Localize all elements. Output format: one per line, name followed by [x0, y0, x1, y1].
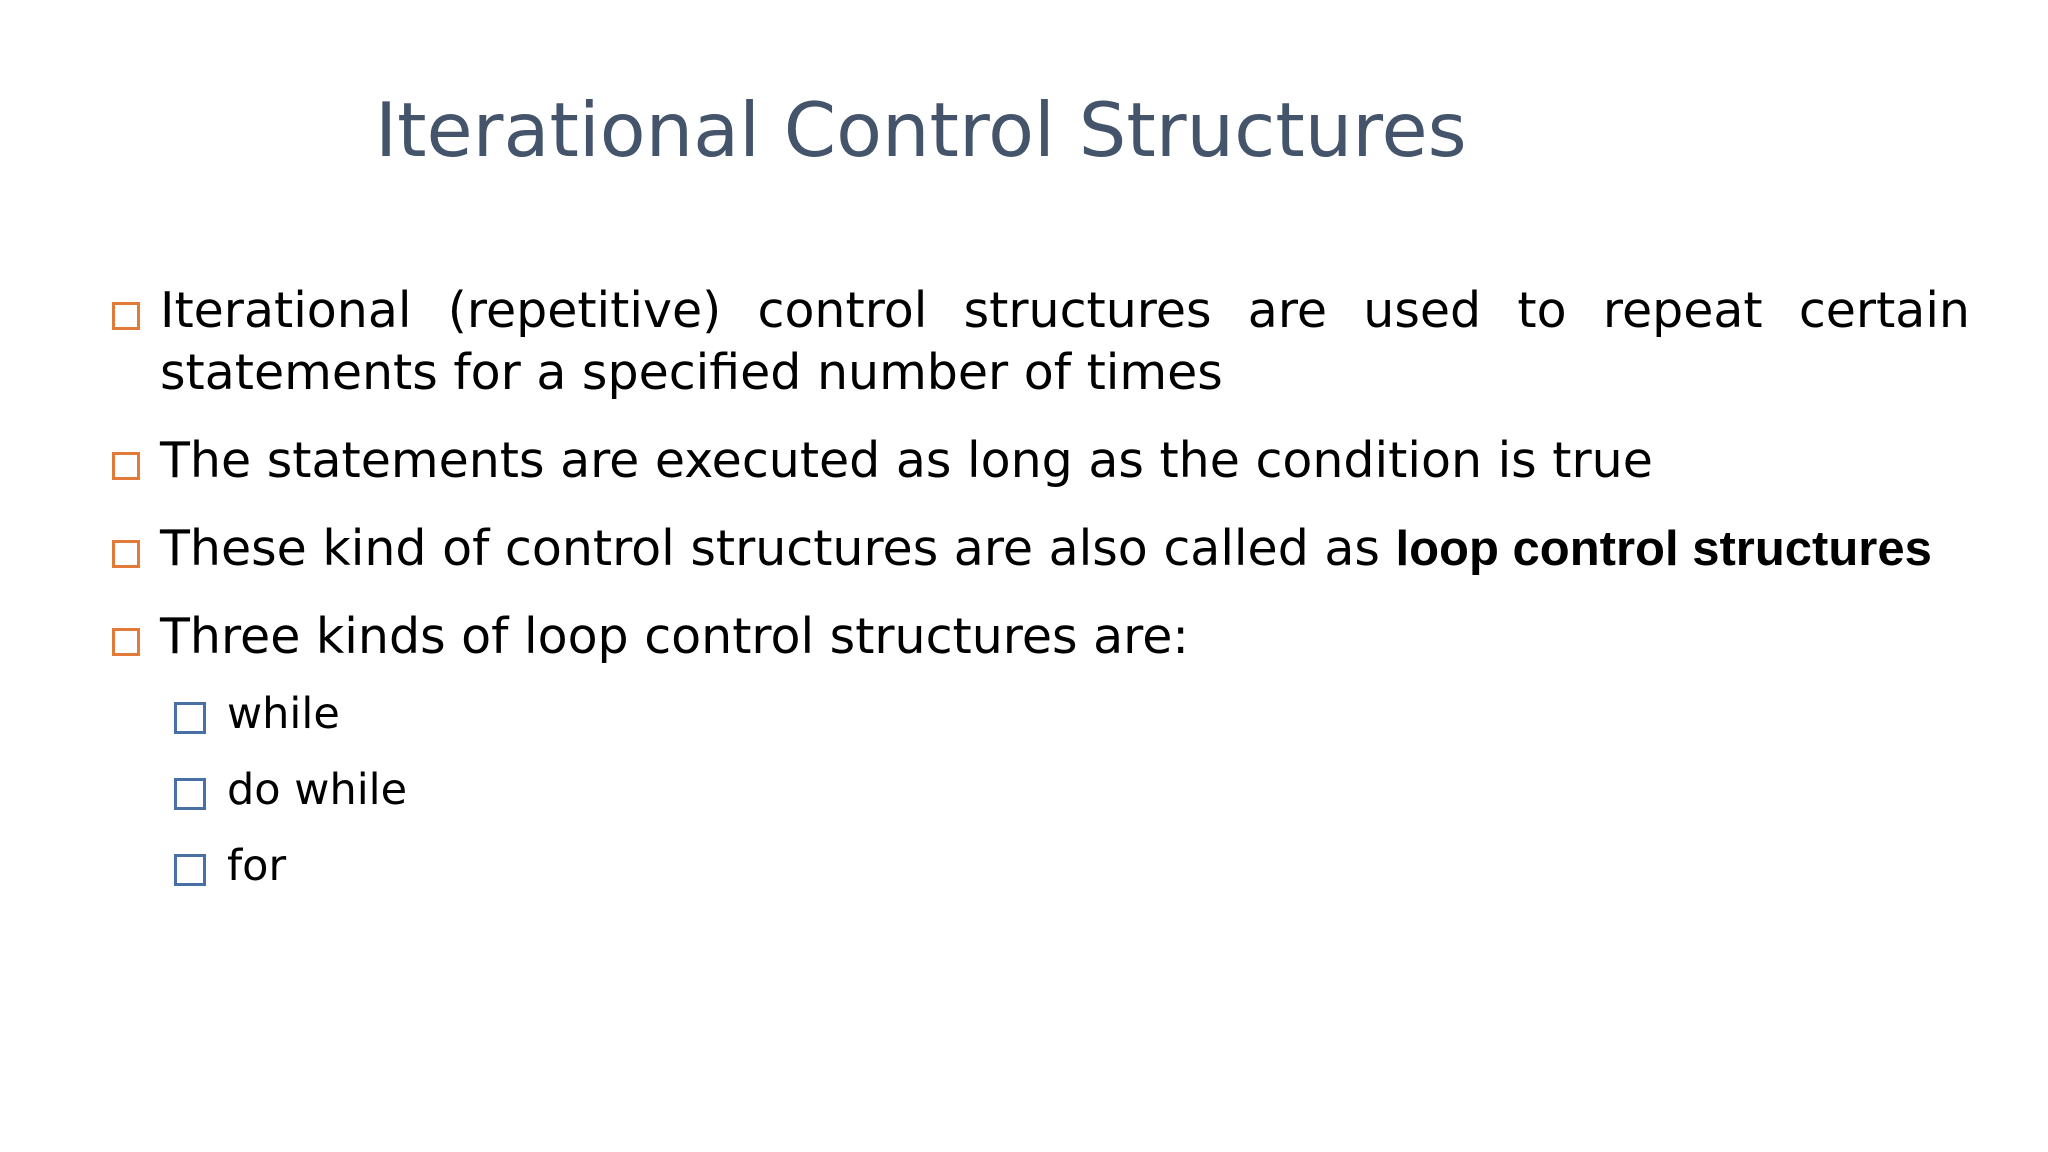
square-bullet-icon: [112, 452, 140, 480]
square-bullet-icon: [112, 302, 140, 330]
subitem-text: while: [227, 689, 340, 739]
slide-title: Iterational Control Structures: [375, 86, 1467, 174]
square-subbullet-icon: [174, 778, 206, 810]
square-bullet-icon: [112, 540, 140, 568]
bullet-item: [110, 606, 1970, 668]
bullet-list: [110, 280, 1970, 694]
bullet-text: These kind of control structures are also called as: [160, 520, 1396, 577]
bullet-item: [110, 430, 1970, 492]
square-subbullet-icon: [174, 854, 206, 886]
bullet-text: Three kinds of loop control structures are:: [160, 608, 1189, 665]
loop-type-list: [172, 686, 407, 914]
list-item: [172, 686, 407, 742]
bullet-text: Iterational (repetitive) control structures are used to repeat certain statements for a specified number of times: [160, 282, 1970, 401]
list-item: [172, 762, 407, 818]
subitem-text: for: [227, 841, 287, 891]
bullet-item: [110, 518, 1970, 580]
list-item: [172, 838, 407, 894]
subitem-text: do while: [227, 765, 408, 815]
bullet-text: The statements are executed as long as the condition is true: [160, 432, 1653, 489]
bullet-item: [110, 280, 1970, 404]
square-subbullet-icon: [174, 702, 206, 734]
square-bullet-icon: [112, 628, 140, 656]
bullet-bold-text: loop control structures: [1395, 522, 1932, 576]
